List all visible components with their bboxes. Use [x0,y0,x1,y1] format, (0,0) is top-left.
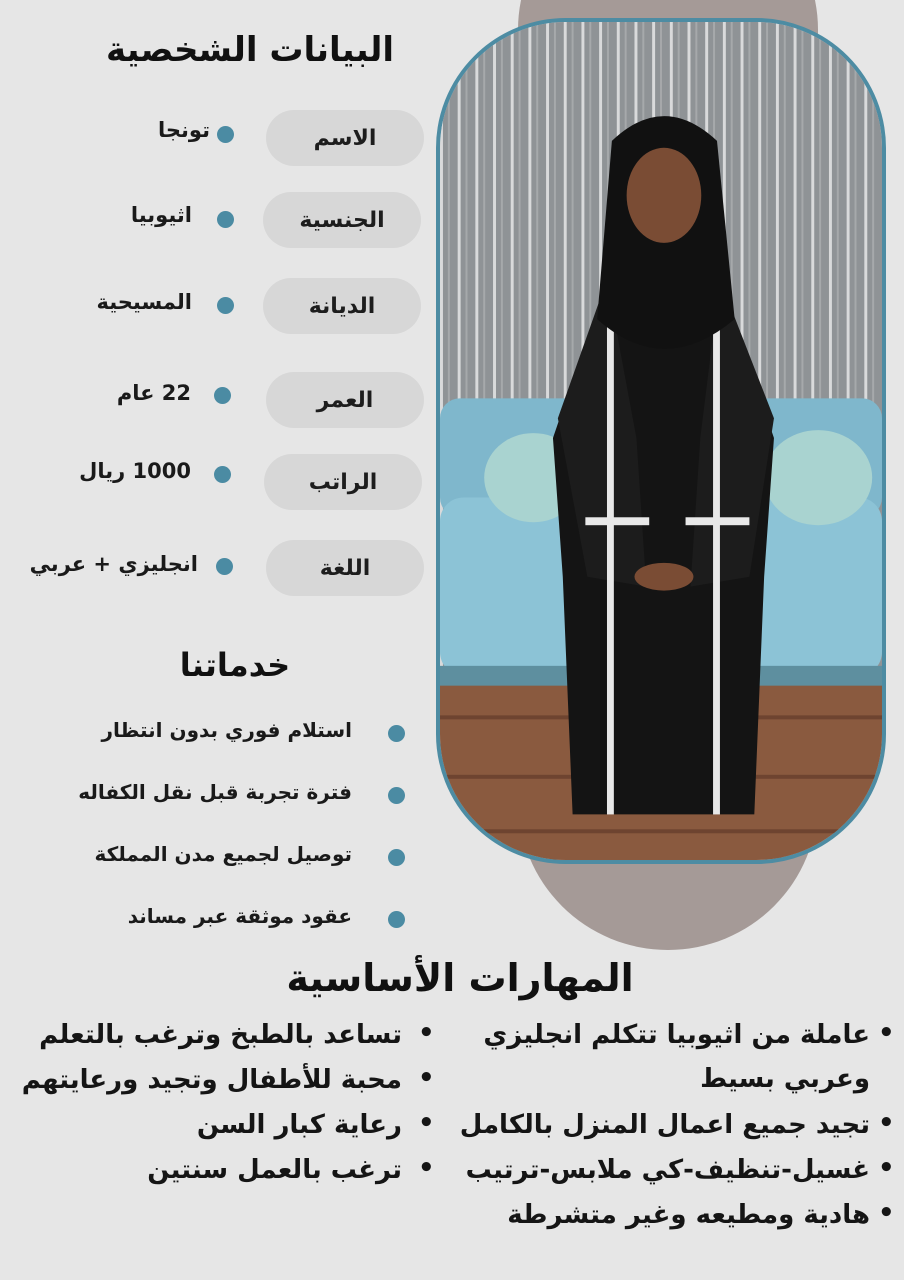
value-nationality: اثيوبيا [130,203,192,227]
bullet-dot [388,787,405,804]
value-name: تونجا [158,118,210,142]
label-age: العمر [266,372,424,428]
skill-item: تجيد جميع اعمال المنزل بالكامل [459,1110,870,1140]
bullet-dot [217,297,234,314]
skill-item: رعاية كبار السن [196,1110,402,1140]
skills-title: المهارات الأساسية [286,956,634,1000]
value-religion: المسيحية [96,290,192,314]
personal-data-title: البيانات الشخصية [105,30,394,70]
skill-item: تساعد بالطبخ وترغب بالتعلم [39,1020,402,1050]
worker-photo-illustration [440,22,882,860]
bullet-dot [388,725,405,742]
worker-photo [436,18,886,864]
service-item: توصيل لجميع مدن المملكة [94,842,352,866]
skill-item: ترغب بالعمل سنتين [147,1155,402,1185]
bullet-icon: • [418,1063,435,1093]
services-title: خدماتنا [179,646,291,684]
bullet-dot [217,126,234,143]
bullet-dot [216,558,233,575]
bullet-dot [388,849,405,866]
value-language: انجليزي + عربي [29,552,198,576]
bullet-icon: • [878,1198,895,1228]
skill-item: عاملة من اثيوبيا تتكلم انجليزي [483,1020,870,1050]
bullet-dot [214,387,231,404]
service-item: عقود موثقة عبر مساند [127,904,352,928]
bullet-icon: • [878,1153,895,1183]
label-name: الاسم [266,110,424,166]
skill-item: محبة للأطفال وتجيد ورعايتهم [21,1065,402,1095]
label-religion: الديانة [263,278,421,334]
skill-item: غسيل-تنظيف-كي ملابس-ترتيب [465,1155,870,1185]
bullet-dot [217,211,234,228]
bullet-icon: • [418,1108,435,1138]
service-item: استلام فوري بدون انتظار [101,718,352,742]
service-item: فترة تجربة قبل نقل الكفاله [78,780,352,804]
skill-item: وعربي بسيط [700,1064,870,1094]
bullet-icon: • [878,1018,895,1048]
label-language: اللغة [266,540,424,596]
bullet-icon: • [418,1153,435,1183]
bullet-icon: • [878,1108,895,1138]
value-age: 22 عام [116,381,191,405]
bullet-dot [388,911,405,928]
bullet-dot [214,466,231,483]
value-salary: 1000 ريال [79,459,191,483]
label-nationality: الجنسية [263,192,421,248]
label-salary: الراتب [264,454,422,510]
bullet-icon: • [418,1018,435,1048]
skill-item: هادية ومطيعه وغير متشرطة [507,1200,870,1230]
